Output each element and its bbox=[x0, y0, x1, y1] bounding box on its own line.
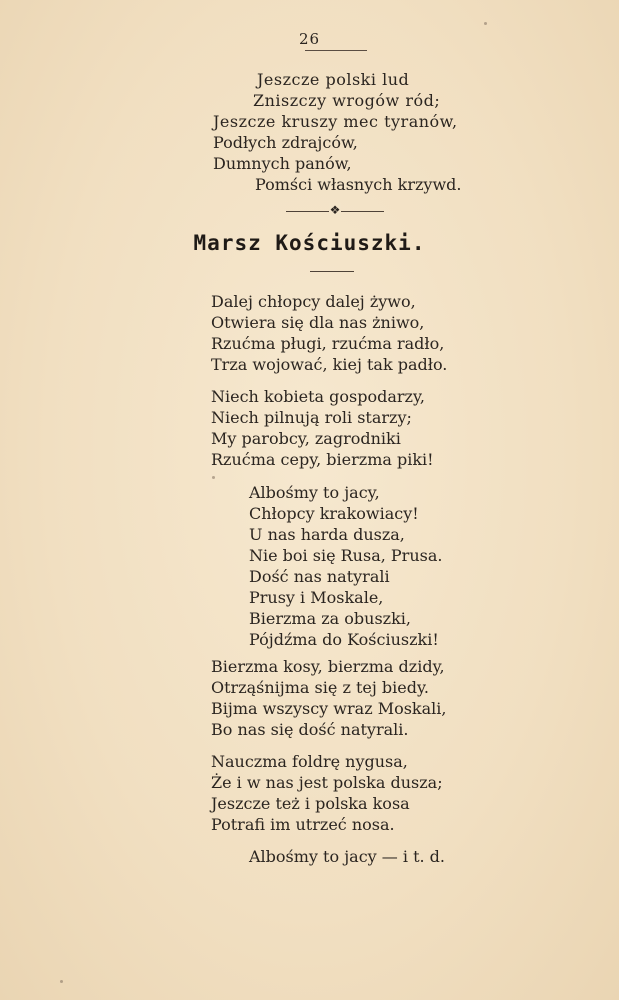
page-number: 26 bbox=[298, 30, 321, 48]
verse-line: Podłych zdrajców, bbox=[213, 133, 358, 152]
opening-stanza bbox=[213, 69, 461, 195]
verse-line: Jeszcze polski lud bbox=[257, 70, 410, 89]
verse-line: Bierzma za obuszki, bbox=[249, 609, 411, 628]
verse-line: Bo nas się dość natyrali. bbox=[211, 720, 409, 739]
verse-line: Albośmy to jacy, bbox=[249, 483, 380, 502]
verse-line: Dalej chłopcy dalej żywo, bbox=[211, 292, 416, 311]
verse-line: Rzućma cepy, bierzma piki! bbox=[211, 450, 434, 469]
verse-line: Pomści własnych krzywd. bbox=[255, 175, 462, 194]
verse-line: Otrząśnijma się z tej biedy. bbox=[211, 678, 429, 697]
divider-ornament-icon: ❖ bbox=[329, 203, 341, 217]
paper-speck bbox=[212, 476, 215, 479]
verse-line: Potrafi im utrzeć nosa. bbox=[211, 815, 395, 834]
page-number-rule bbox=[305, 50, 367, 51]
verse-line: Rzućma pługi, rzućma radło, bbox=[211, 334, 445, 353]
poem-stanza-5 bbox=[211, 751, 443, 835]
verse-line: U nas harda dusza, bbox=[249, 525, 405, 544]
verse-line: Dumnych panów, bbox=[213, 154, 352, 173]
verse-line: Otwiera się dla nas żniwo, bbox=[211, 313, 425, 332]
verse-line: Trza wojować, kiej tak padło. bbox=[211, 355, 448, 374]
verse-line: Pójdźma do Kościuszki! bbox=[249, 630, 439, 649]
verse-line: Nauczma foldrę nygusa, bbox=[211, 752, 408, 771]
paper-speck bbox=[484, 22, 487, 25]
verse-line: Zniszczy wrogów ród; bbox=[253, 91, 441, 110]
section-title: Marsz Kościuszki. bbox=[193, 231, 426, 255]
verse-line: Chłopcy krakowiacy! bbox=[249, 504, 419, 523]
verse-line: Jeszcze też i polska kosa bbox=[211, 794, 410, 813]
poem-stanza-1 bbox=[211, 291, 447, 375]
verse-line: Prusy i Moskale, bbox=[249, 588, 384, 607]
verse-line: Dość nas natyrali bbox=[249, 567, 390, 586]
poem-stanza-4 bbox=[211, 656, 446, 740]
poem-stanza-3-refrain bbox=[249, 482, 442, 650]
verse-line: Bierzma kosy, bierzma dzidy, bbox=[211, 657, 445, 676]
verse-line: Że i w nas jest polska dusza; bbox=[211, 773, 443, 792]
verse-line: Jeszcze kruszy mec tyranów, bbox=[213, 112, 458, 131]
verse-line: My parobcy, zagrodniki bbox=[211, 429, 401, 448]
poem-stanza-2 bbox=[211, 386, 434, 470]
verse-line: Bijma wszyscy wraz Moskali, bbox=[211, 699, 447, 718]
verse-line: Niech kobieta gospodarzy, bbox=[211, 387, 425, 406]
verse-line: Niech pilnują roli starzy; bbox=[211, 408, 412, 427]
paper-speck bbox=[60, 980, 63, 983]
verse-line: Nie boi się Rusa, Prusa. bbox=[249, 546, 443, 565]
closing-line: Albośmy to jacy — i t. d. bbox=[249, 847, 446, 866]
title-rule bbox=[310, 271, 354, 272]
